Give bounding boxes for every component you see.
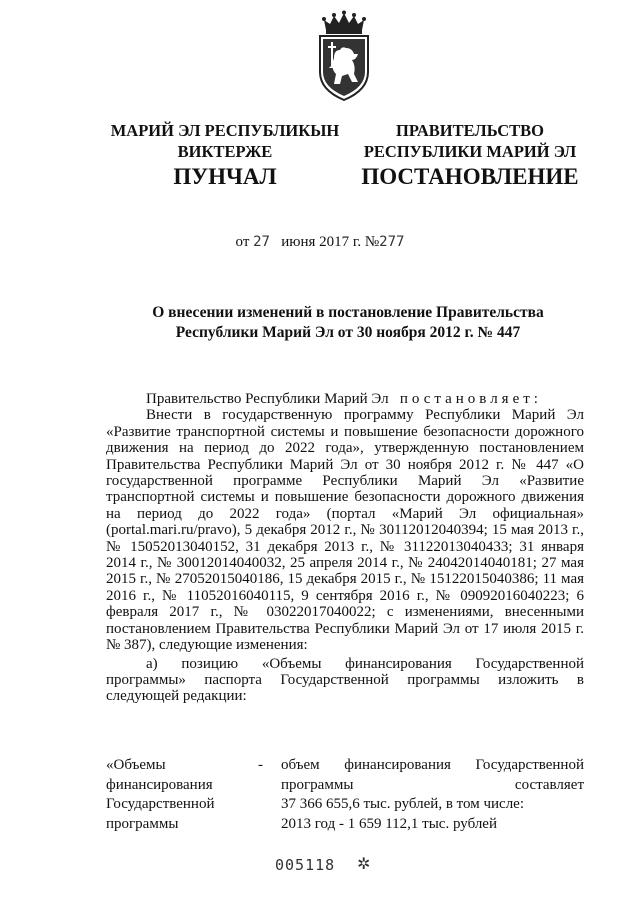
table-right-column [281, 756, 584, 834]
paragraph-item-a: а) позицию «Объемы финансирования Государственной программы» паспорта Государственной программы изложить в следующей редакции: [106, 655, 584, 705]
stamp-mark-icon: ✲ [357, 856, 371, 873]
header-right-block [345, 120, 595, 162]
document-type-mari: ПУНЧАЛ [173, 164, 277, 189]
table-left-line: Государственной [106, 796, 215, 812]
document-date-line [0, 234, 640, 251]
document-title [108, 303, 588, 343]
title-line2: Республики Марий Эл от 30 ноября 2012 г. № 447 [175, 324, 521, 341]
intro-government: Правительство Республики Марий Эл [146, 391, 389, 407]
intro-resolves: постановляет: [399, 391, 542, 407]
document-number: 277 [379, 234, 405, 250]
paragraph-main: Внести в государственную программу Республики Марий Эл «Развитие транспортной системы и повышение безопасности дорожного движения на период до 2022 года», утвержденную постановлением Правительства Республики Марий Эл от 30 ноября 2012 г. № 447 «О государственной программе Республики Марий Эл «Развитие транспортной системы и повышение безопасности дорожного движения на период до 2022 года» (портал «Марий Эл официальная» (portal.mari.ru/pravo), 5 декабря 2012 г., № 30112012040394; 15 мая 2013 г., № 15052013040152, 31 декабря 2013 г., № 31122013040433; 31 января 2014 г., № 30012014040032, 25 апреля 2014 г., № 24042014040181; 27 мая 2015 г., № 27052015040186, 15 декабря 2015 г., № 15122015040386; 11 мая 2016 г., № 11052016040115, 9 сентября 2016 г., № 09092016040223; 6 февраля 2017 г., № 03022017040022; с изменениями, внесенными постановлением Правительства Республики Марий Эл от 17 июля 2015 г. № 387), следующие изменения: [106, 407, 584, 654]
document-body [106, 391, 584, 705]
date-month-year: июня 2017 г. [281, 234, 362, 250]
number-sign: № [364, 234, 380, 250]
table-right-line: программы составляет [281, 776, 584, 793]
header-left-line1: МАРИЙ ЭЛ РЕСПУБЛИКЫН [110, 121, 340, 140]
table-dash: - [258, 757, 263, 773]
coat-of-arms-emblem [312, 10, 376, 102]
header-right-line1: ПРАВИТЕЛЬСТВО [396, 121, 544, 140]
document-type-russian: ПОСТАНОВЛЕНИЕ [361, 164, 579, 189]
header-right-line2: РЕСПУБЛИКИ МАРИЙ ЭЛ [363, 142, 577, 161]
title-line1: О внесении изменений в постановление Правительства [152, 304, 544, 321]
header-left-line2: ВИКТЕРЖЕ [177, 142, 273, 161]
header-left-block [95, 120, 355, 162]
table-left-line: финансирования [106, 776, 213, 793]
table-right-line: 2013 год - 1 659 112,1 тыс. рублей [281, 815, 497, 832]
table-right-line: 37 366 655,6 тыс. рублей, в том числе: [281, 796, 525, 812]
registry-stamp-number: 005118 [275, 856, 336, 874]
table-right-line: объем финансирования Государственной [281, 757, 584, 773]
intro-paragraph [106, 391, 584, 407]
date-prefix: от [235, 234, 250, 250]
table-left-column [106, 756, 256, 834]
table-left-line: программы [106, 815, 179, 832]
date-day: 27 [253, 234, 270, 250]
table-left-line: «Объемы [106, 757, 166, 773]
